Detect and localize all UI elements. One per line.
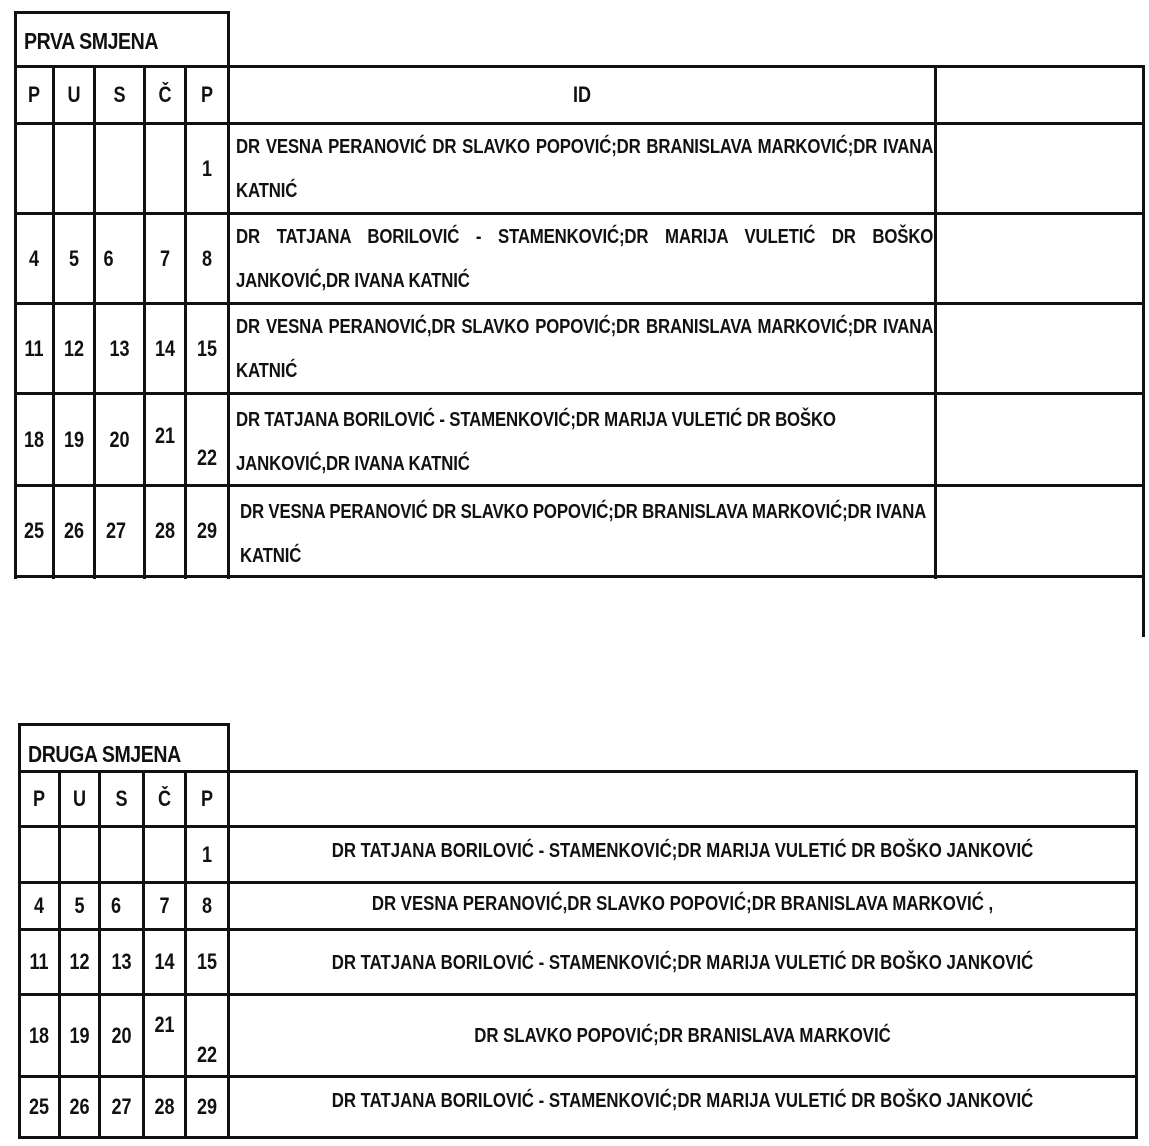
- day-cell: 19: [63, 426, 85, 452]
- rule: [14, 11, 229, 14]
- staff-names: DR TATJANA BORILOVIĆ - STAMENKOVIĆ;DR MARIJA VULETIĆ DR BOŠKO JANKOVIĆ: [331, 840, 1034, 862]
- day-cell: 7: [159, 245, 171, 271]
- day-header-tue: U: [72, 786, 87, 811]
- staff-names: DR VESNA PERANOVIĆ,DR SLAVKO POPOVIĆ;DR BRANISLAVA MARKOVIĆ ,: [371, 893, 994, 915]
- day-cell: 28: [154, 1094, 175, 1119]
- day-cell: 12: [63, 335, 85, 361]
- rule: [93, 65, 96, 579]
- day-cell: 29: [196, 518, 218, 543]
- day-cell: 21: [154, 1012, 175, 1037]
- day-cell: 21: [154, 423, 176, 448]
- second-shift-title: DRUGA SMJENA: [28, 741, 181, 767]
- day-cell: 14: [154, 335, 176, 361]
- day-cell: 15: [196, 949, 218, 974]
- day-cell: 22: [196, 1042, 218, 1067]
- day-cell: 8: [201, 245, 213, 271]
- day-cell: 14: [154, 949, 175, 974]
- day-cell: 19: [69, 1022, 90, 1048]
- day-cell: 5: [74, 893, 85, 918]
- rule: [14, 11, 17, 579]
- rule: [142, 770, 145, 1139]
- rule: [58, 770, 61, 1139]
- staff-names: DR VESNA PERANOVIĆ,DR SLAVKO POPOVIĆ;DR BRANISLAVA MARKOVIĆ;DR IVANA KATNIĆ: [236, 316, 934, 382]
- day-cell: 18: [28, 1022, 50, 1048]
- day-header-thu: Č: [157, 786, 172, 811]
- staff-names: DR TATJANA BORILOVIĆ - STAMENKOVIĆ;DR MARIJA VULETIĆ DR BOŠKO JANKOVIĆ: [331, 1090, 1034, 1112]
- day-cell: 1: [201, 155, 213, 181]
- day-cell: 13: [111, 949, 132, 974]
- day-cell: 11: [24, 335, 44, 361]
- day-header-mon: P: [27, 82, 41, 107]
- staff-names: DR TATJANA BORILOVIĆ - STAMENKOVIĆ;DR MARIJA VULETIĆ DR BOŠKO JANKOVIĆ,DR IVANA KATNIĆ: [236, 226, 934, 292]
- day-cell: 4: [33, 893, 45, 918]
- day-cell: 13: [109, 335, 130, 361]
- day-cell: 8: [201, 893, 213, 918]
- day-cell: 7: [159, 893, 170, 918]
- day-cell: 1: [201, 841, 213, 867]
- day-cell: 28: [154, 518, 176, 543]
- rule: [227, 11, 230, 579]
- id-column-header: ID: [572, 82, 592, 107]
- staff-names: DR TATJANA BORILOVIĆ - STAMENKOVIĆ;DR MARIJA VULETIĆ DR BOŠKO JANKOVIĆ: [331, 952, 1034, 974]
- day-cell: 25: [23, 518, 45, 543]
- staff-names: DR VESNA PERANOVIĆ DR SLAVKO POPOVIĆ;DR BRANISLAVA MARKOVIĆ;DR IVANA KATNIĆ: [240, 501, 926, 567]
- day-cell: 25: [28, 1094, 50, 1119]
- day-cell: 26: [69, 1094, 90, 1119]
- day-cell: 5: [68, 245, 80, 271]
- staff-names: DR SLAVKO POPOVIĆ;DR BRANISLAVA MARKOVIĆ: [474, 1025, 891, 1047]
- day-cell: 20: [109, 426, 130, 452]
- day-header-tue: U: [67, 82, 81, 107]
- day-header-wed: S: [113, 82, 126, 107]
- day-header-wed: S: [115, 786, 128, 811]
- rule: [1142, 65, 1145, 637]
- rule: [98, 770, 101, 1139]
- staff-names: DR TATJANA BORILOVIĆ - STAMENKOVIĆ;DR MARIJA VULETIĆ DR BOŠKO JANKOVIĆ,DR IVANA KATNIĆ: [236, 409, 836, 475]
- rule: [184, 65, 187, 579]
- day-cell: 6: [110, 893, 122, 918]
- day-header-fri: P: [200, 82, 214, 107]
- day-cell: 12: [69, 949, 90, 974]
- rule: [1135, 770, 1138, 1139]
- day-header-mon: P: [32, 786, 46, 811]
- rule: [18, 723, 229, 726]
- day-cell: 15: [196, 335, 218, 361]
- day-cell: 22: [196, 445, 218, 470]
- day-cell: 4: [28, 245, 40, 271]
- rule: [184, 770, 187, 1139]
- first-shift-title: PRVA SMJENA: [24, 28, 159, 54]
- day-header-fri: P: [200, 786, 214, 811]
- day-cell: 18: [23, 426, 45, 452]
- day-cell: 6: [103, 245, 114, 271]
- day-cell: 27: [105, 518, 127, 543]
- staff-names: DR VESNA PERANOVIĆ DR SLAVKO POPOVIĆ;DR BRANISLAVA MARKOVIĆ;DR IVANA KATNIĆ: [236, 136, 934, 202]
- day-header-thu: Č: [158, 82, 172, 107]
- day-cell: 29: [196, 1094, 218, 1119]
- rule: [143, 65, 146, 579]
- day-cell: 27: [111, 1094, 132, 1119]
- rule: [52, 65, 55, 579]
- day-cell: 26: [63, 518, 85, 543]
- day-cell: 11: [29, 949, 49, 974]
- day-cell: 20: [111, 1022, 132, 1048]
